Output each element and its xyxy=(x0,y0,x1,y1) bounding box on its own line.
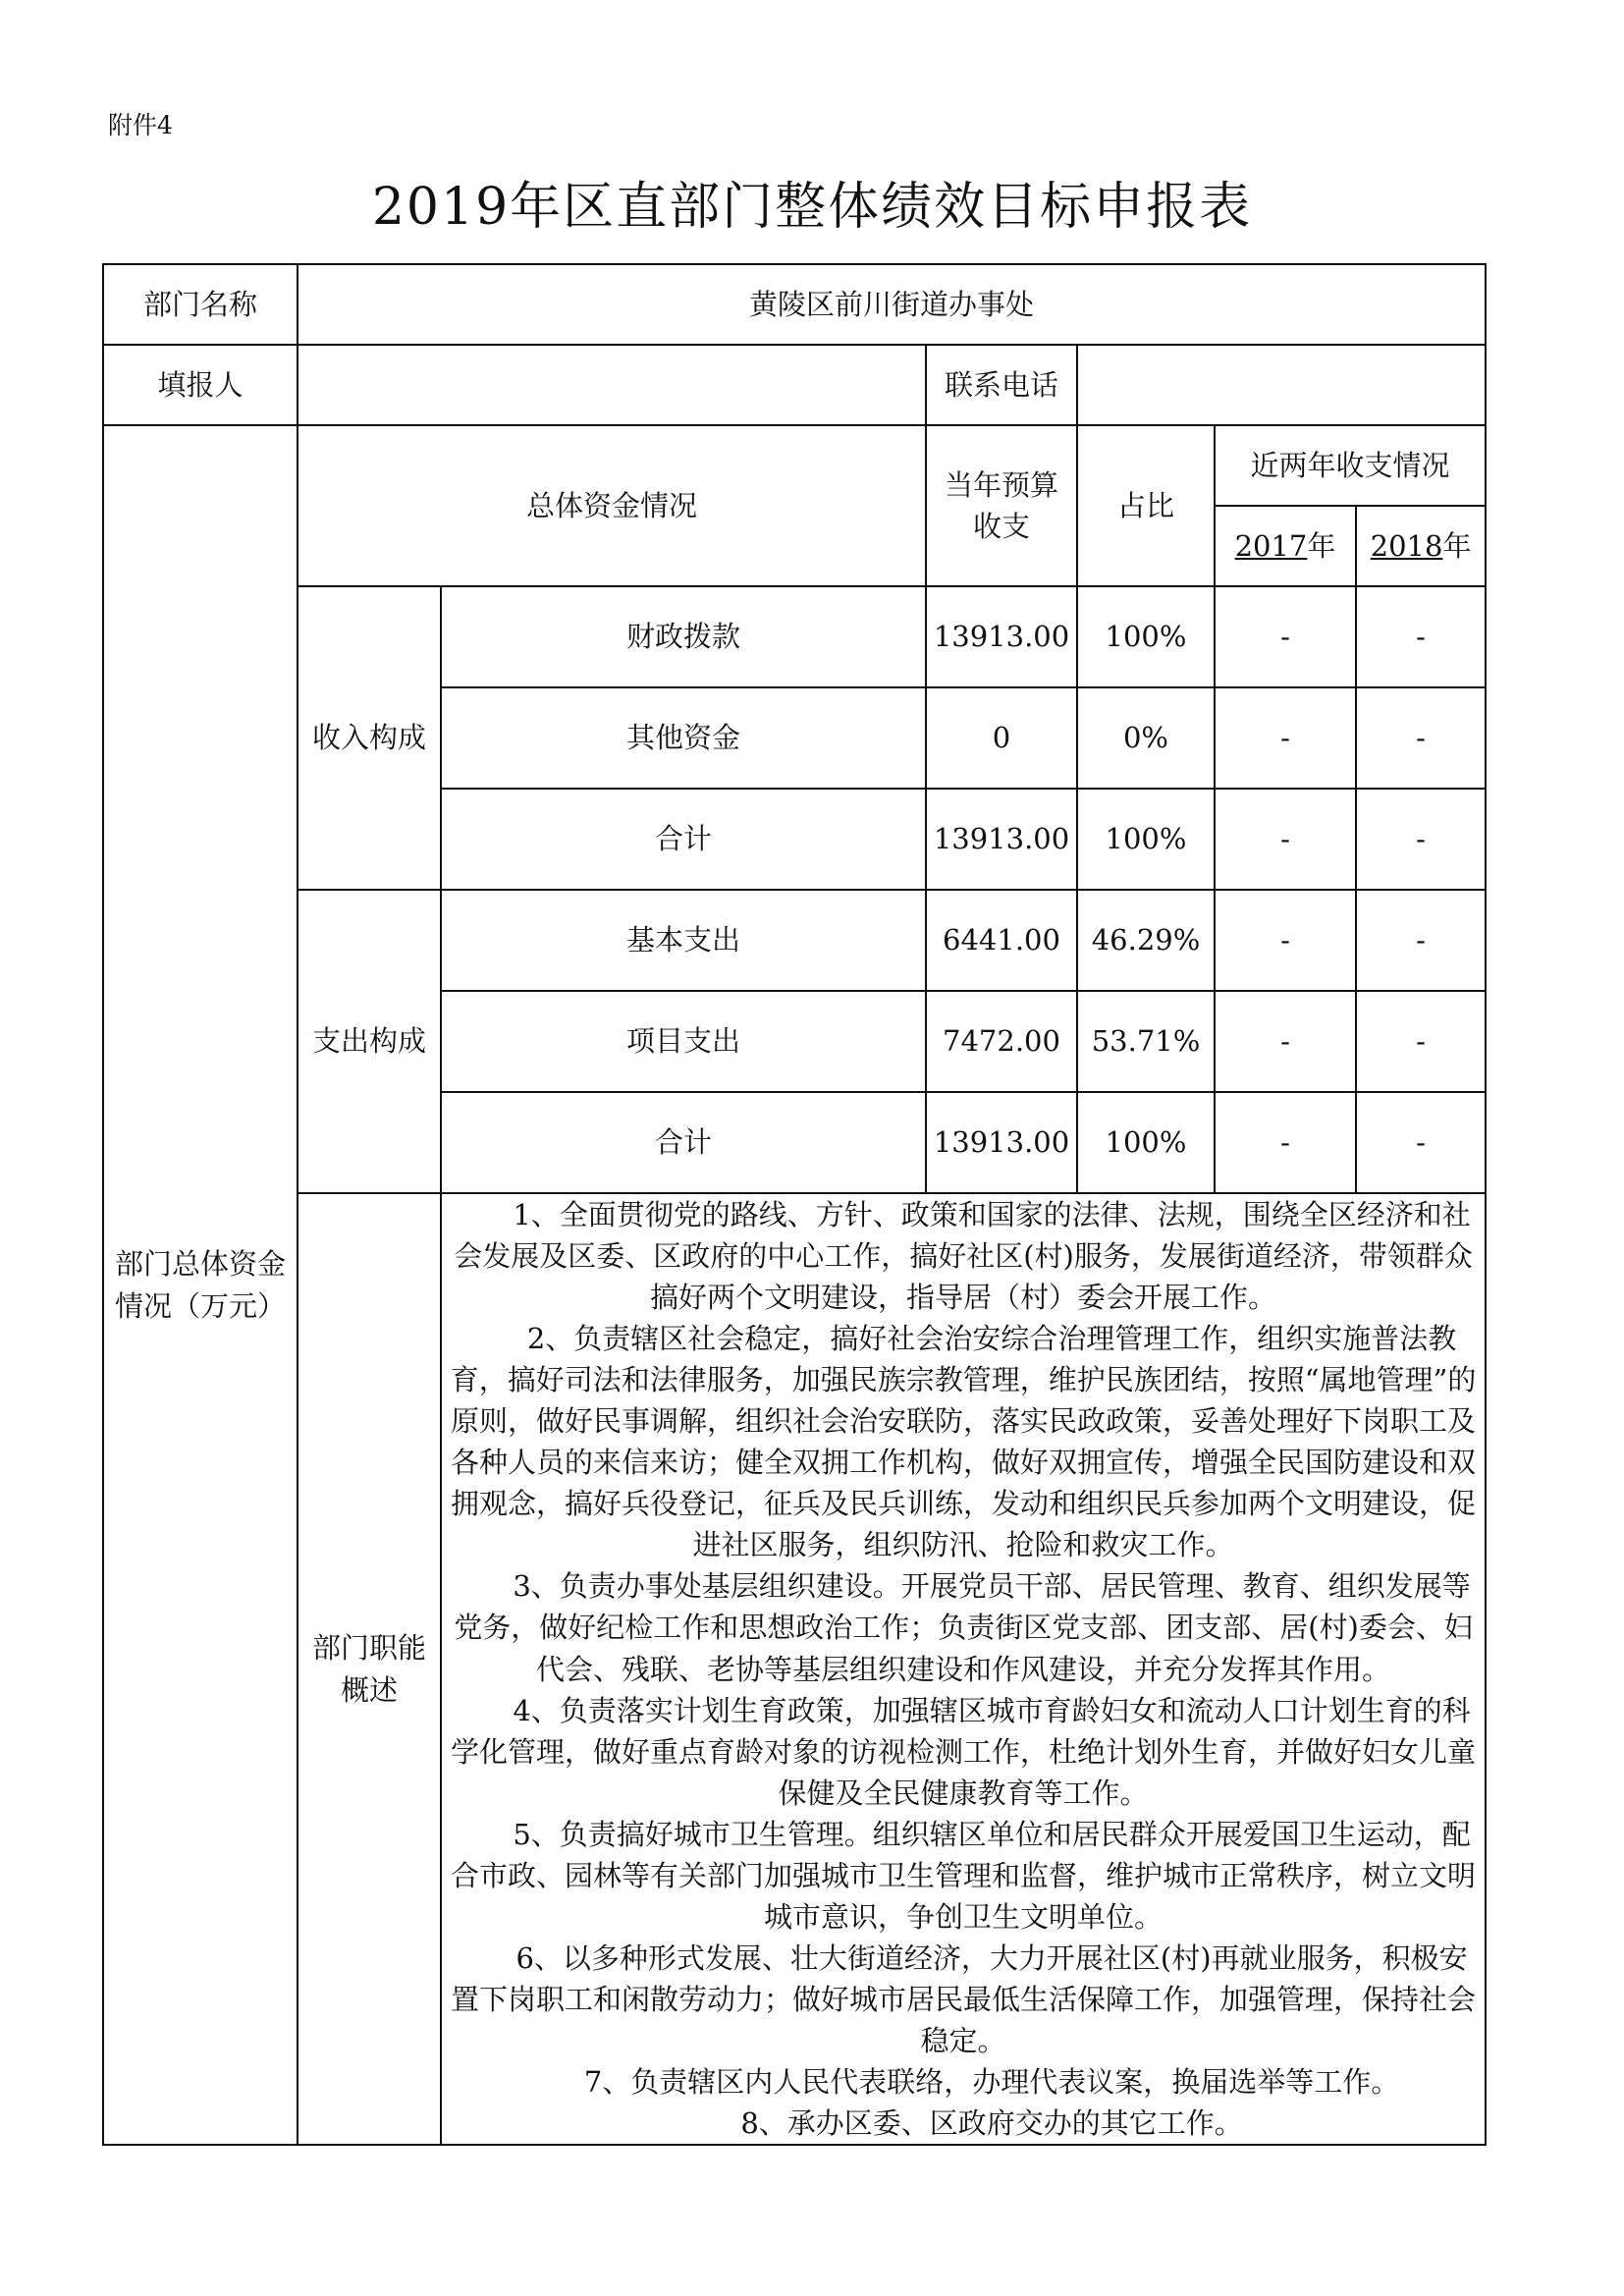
budget-cell: 6441.00 xyxy=(926,890,1077,991)
performance-target-form xyxy=(102,263,1487,2146)
duties-label: 部门职能概述 xyxy=(298,1193,441,2145)
expense-label: 支出构成 xyxy=(298,890,441,1193)
y2018-cell: - xyxy=(1356,1092,1486,1193)
year-suffix: 年 xyxy=(1307,528,1336,563)
income-label: 收入构成 xyxy=(298,586,441,890)
phone-label: 联系电话 xyxy=(926,345,1077,425)
item-cell: 财政拨款 xyxy=(441,586,926,687)
y2018-cell: - xyxy=(1356,789,1486,890)
y2018-cell: - xyxy=(1356,991,1486,1092)
year-2018-value: 2018 xyxy=(1370,528,1443,563)
duty-paragraph: 6、以多种形式发展、壮大街道经济，大力开展社区(村)再就业服务，积极安置下岗职工和闲散劳动力；做好城市居民最低生活保障工作，加强管理，保持社会稳定。 xyxy=(451,1941,1477,2057)
item-cell: 其他资金 xyxy=(441,687,926,789)
duty-paragraph: 4、负责落实计划生育政策，加强辖区城市育龄妇女和流动人口计划生育的科学化管理，做好重点育龄对象的访视检测工作，杜绝计划外生育，并做好妇女儿童保健及全民健康教育等工作。 xyxy=(451,1693,1477,1810)
y2018-cell: - xyxy=(1356,586,1486,687)
dept-name-value: 黄陵区前川街道办事处 xyxy=(298,264,1486,345)
year-2018-header xyxy=(1356,506,1486,586)
budget-cell: 0 xyxy=(926,687,1077,789)
year-suffix: 年 xyxy=(1442,528,1472,563)
table-row xyxy=(103,586,1486,687)
dept-name-label: 部门名称 xyxy=(103,264,298,345)
duty-paragraph: 7、负责辖区内人民代表联络，办理代表议案，换届选举等工作。 xyxy=(583,2064,1400,2099)
ratio-cell: 46.29% xyxy=(1077,890,1215,991)
duties-content xyxy=(441,1193,1486,2145)
budget-label: 当年预算收支 xyxy=(926,425,1077,586)
budget-cell: 13913.00 xyxy=(926,1092,1077,1193)
funds-header-row xyxy=(103,425,1486,506)
budget-cell: 13913.00 xyxy=(926,586,1077,687)
item-cell: 合计 xyxy=(441,789,926,890)
duty-paragraph: 3、负责办事处基层组织建设。开展党员干部、居民管理、教育、组织发展等党务，做好纪检工作和思想政治工作；负责街区党支部、团支部、居(村)委会、妇代会、残联、老协等基层组织建设和作风建设，并充分发挥其作用。 xyxy=(454,1569,1473,1686)
item-cell: 项目支出 xyxy=(441,991,926,1092)
duty-paragraph: 1、全面贯彻党的路线、方针、政策和国家的法律、法规，围绕全区经济和社会发展及区委、区政府的中心工作，搞好社区(村)服务，发展街道经济，带领群众搞好两个文明建设，指导居（村）委会开展工作。 xyxy=(454,1198,1473,1315)
ratio-cell: 100% xyxy=(1077,789,1215,890)
attachment-label: 附件4 xyxy=(108,111,173,139)
ratio-cell: 100% xyxy=(1077,586,1215,687)
page-title: 2019年区直部门整体绩效目标申报表 xyxy=(371,178,1253,237)
y2017-cell: - xyxy=(1215,586,1356,687)
budget-cell: 13913.00 xyxy=(926,789,1077,890)
y2017-cell: - xyxy=(1215,991,1356,1092)
y2017-cell: - xyxy=(1215,789,1356,890)
duty-paragraph: 2、负责辖区社会稳定，搞好社会治安综合治理管理工作，组织实施普法教育，搞好司法和法律服务，加强民族宗教管理，维护民族团结，按照“属地管理”的原则，做好民事调解，组织社会治安联防，落实民政政策，妥善处理好下岗职工及各种人员的来信来访；健全双拥工作机构，做好双拥宣传，增强全民国防建设和双拥观念，搞好兵役登记，征兵及民兵训练，发动和组织民兵参加两个文明建设，促进社区服务，组织防汛、抢险和救灾工作。 xyxy=(450,1322,1477,1562)
funds-section-label: 部门总体资金情况（万元） xyxy=(103,425,298,2145)
y2017-cell: - xyxy=(1215,890,1356,991)
overall-funds-label: 总体资金情况 xyxy=(298,425,926,586)
item-cell: 基本支出 xyxy=(441,890,926,991)
filler-row xyxy=(103,345,1486,425)
ratio-label: 占比 xyxy=(1077,425,1215,586)
year-2017-value: 2017 xyxy=(1234,528,1308,563)
duty-paragraph: 5、负责搞好城市卫生管理。组织辖区单位和居民群众开展爱国卫生运动，配合市政、园林等有关部门加强城市卫生管理和监督，维护城市正常秩序，树立文明城市意识，争创卫生文明单位。 xyxy=(451,1817,1477,1934)
budget-cell: 7472.00 xyxy=(926,991,1077,1092)
y2018-cell: - xyxy=(1356,687,1486,789)
y2018-cell: - xyxy=(1356,890,1486,991)
year-2017-header xyxy=(1215,506,1356,586)
ratio-cell: 53.71% xyxy=(1077,991,1215,1092)
item-cell: 合计 xyxy=(441,1092,926,1193)
filler-label: 填报人 xyxy=(103,345,298,425)
recent-two-years-label: 近两年收支情况 xyxy=(1215,425,1486,506)
duties-row xyxy=(103,1193,1486,2145)
y2017-cell: - xyxy=(1215,1092,1356,1193)
ratio-cell: 0% xyxy=(1077,687,1215,789)
dept-name-row xyxy=(103,264,1486,345)
filler-value xyxy=(298,345,926,425)
duty-paragraph: 8、承办区委、区政府交办的其它工作。 xyxy=(740,2106,1243,2141)
table-row xyxy=(103,890,1486,991)
y2017-cell: - xyxy=(1215,687,1356,789)
phone-value xyxy=(1077,345,1486,425)
ratio-cell: 100% xyxy=(1077,1092,1215,1193)
